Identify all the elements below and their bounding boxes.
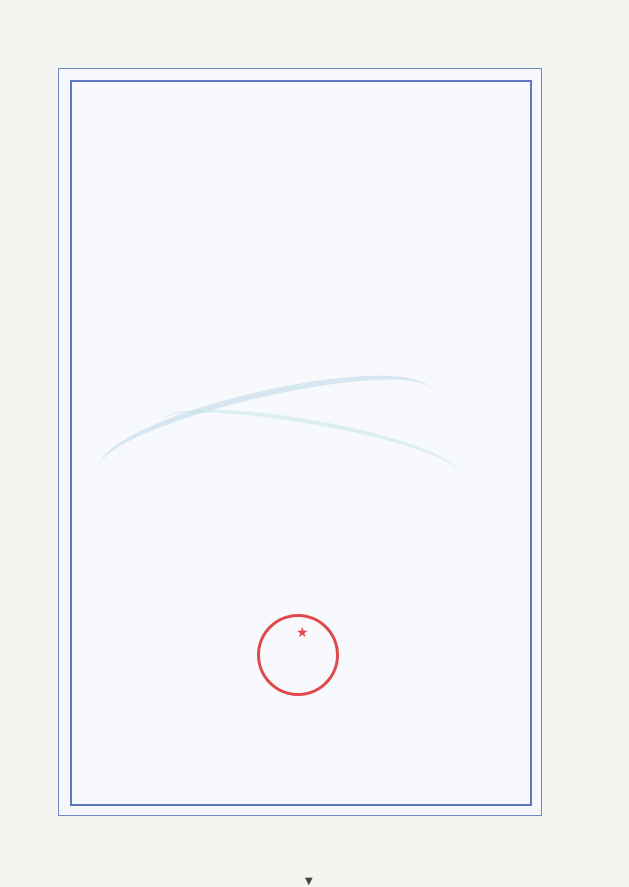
right-border-pattern: [529, 82, 539, 800]
down-arrow-icon: ▼: [305, 876, 313, 887]
seal-star-icon: ★: [296, 625, 309, 641]
bottom-border-pattern: [72, 803, 528, 813]
left-border-pattern: [59, 82, 69, 800]
official-seal: [257, 614, 339, 696]
top-border-pattern: [72, 69, 528, 79]
